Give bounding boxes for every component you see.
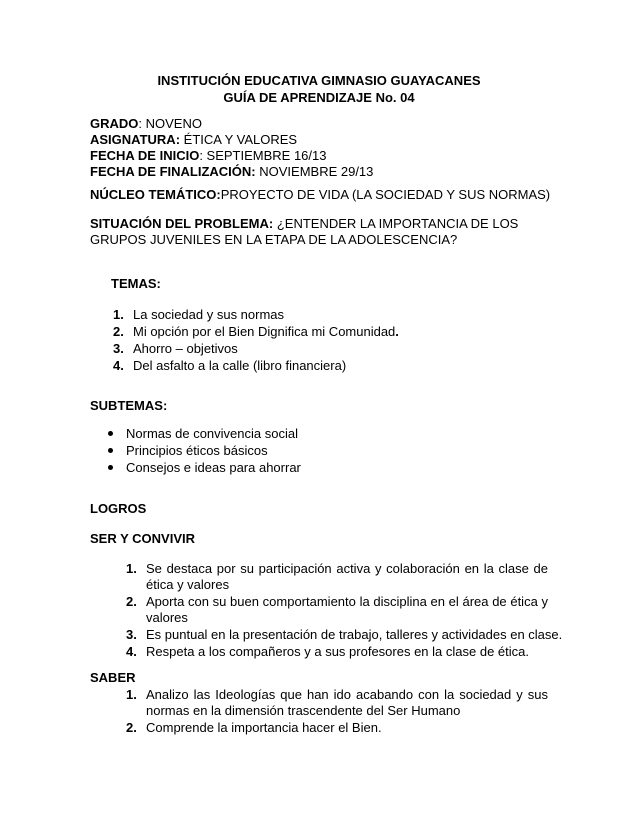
item-text-suffix: . bbox=[395, 324, 399, 339]
bullet-icon bbox=[108, 465, 113, 470]
bullet-icon bbox=[108, 448, 113, 453]
item-number: 2. bbox=[113, 324, 124, 339]
item-text: Consejos e ideas para ahorrar bbox=[126, 460, 301, 475]
item-text-line-2: normas en la dimensión trascendente del Ser Humano bbox=[146, 703, 461, 718]
item-text-line-2: valores bbox=[146, 610, 188, 625]
situacion-label: SITUACIÓN DEL PROBLEMA: bbox=[90, 216, 274, 231]
item-number: 1. bbox=[126, 561, 137, 576]
item-text bbox=[133, 323, 399, 340]
inicio-label: FECHA DE INICIO bbox=[90, 148, 200, 163]
asignatura-value: ÉTICA Y VALORES bbox=[180, 132, 298, 147]
bullet-icon bbox=[108, 431, 113, 436]
temas-heading: TEMAS: bbox=[111, 276, 161, 291]
nucleo-label: NÚCLEO TEMÁTICO: bbox=[90, 187, 221, 202]
asignatura-line bbox=[90, 131, 297, 148]
item-text-line-1: Es puntual en la presentación de trabajo, talleres y actividades en clase. bbox=[146, 627, 563, 642]
item-text: La sociedad y sus normas bbox=[133, 307, 285, 322]
saber-heading: SABER bbox=[90, 670, 136, 685]
item-number: 2. bbox=[126, 720, 137, 735]
item-text-line-2: ética y valores bbox=[146, 577, 230, 592]
fin-value: NOVIEMBRE 29/13 bbox=[255, 164, 374, 179]
item-number: 3. bbox=[113, 341, 124, 356]
fin-line bbox=[90, 163, 373, 180]
subtemas-heading: SUBTEMAS: bbox=[90, 398, 168, 413]
item-text: Del asfalto a la calle (libro financiera) bbox=[133, 358, 347, 373]
item-text-line-1: Comprende la importancia hacer el Bien. bbox=[146, 720, 382, 735]
ser-convivir-heading: SER Y CONVIVIR bbox=[90, 531, 195, 546]
item-text: Principios éticos básicos bbox=[126, 443, 268, 458]
inicio-value: : SEPTIEMBRE 16/13 bbox=[199, 148, 327, 163]
logros-heading: LOGROS bbox=[90, 501, 147, 516]
situacion-text-2: GRUPOS JUVENILES EN LA ETAPA DE LA ADOLESCENCIA? bbox=[90, 232, 458, 247]
item-number: 1. bbox=[126, 687, 137, 702]
inicio-line bbox=[90, 147, 326, 164]
guide-title: GUÍA DE APRENDIZAJE No. 04 bbox=[223, 90, 415, 105]
situacion-text-1: ¿ENTENDER LA IMPORTANCIA DE LOS bbox=[273, 216, 519, 231]
item-number: 4. bbox=[113, 358, 124, 373]
asignatura-label: ASIGNATURA: bbox=[90, 132, 181, 147]
item-number: 3. bbox=[126, 627, 137, 642]
item-text-main: Mi opción por el Bien Dignifica mi Comunidad bbox=[133, 324, 396, 339]
item-text-line-1: Respeta a los compañeros y a sus profesores en la clase de ética. bbox=[146, 644, 529, 659]
grado-value: : NOVENO bbox=[138, 116, 202, 131]
fin-label: FECHA DE FINALIZACIÓN: bbox=[90, 164, 256, 179]
item-text: Ahorro – objetivos bbox=[133, 341, 238, 356]
item-number: 4. bbox=[126, 644, 137, 659]
institution-title: INSTITUCIÓN EDUCATIVA GIMNASIO GUAYACANES bbox=[157, 73, 481, 88]
item-number: 2. bbox=[126, 594, 137, 609]
grado-line bbox=[90, 115, 202, 132]
item-number: 1. bbox=[113, 307, 124, 322]
item-text-line-1: Analizo las Ideologías que han ido acabando con la sociedad y sus bbox=[146, 687, 548, 702]
nucleo-line bbox=[90, 186, 550, 203]
nucleo-value: PROYECTO DE VIDA (LA SOCIEDAD Y SUS NORMAS) bbox=[220, 187, 551, 202]
item-text-line-1: Aporta con su buen comportamiento la disciplina en el área de ética y bbox=[146, 594, 548, 609]
item-text: Normas de convivencia social bbox=[126, 426, 298, 441]
situacion-line-1 bbox=[90, 215, 518, 232]
grado-label: GRADO bbox=[90, 116, 139, 131]
item-text-line-1: Se destaca por su participación activa y colaboración en la clase de bbox=[146, 561, 548, 576]
